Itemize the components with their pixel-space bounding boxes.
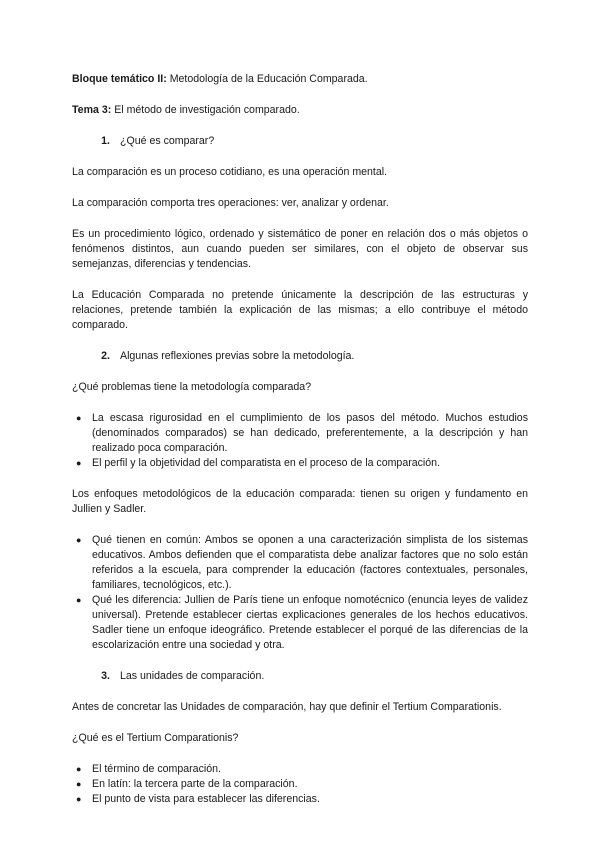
- list-item: [72, 533, 528, 593]
- list-item: [72, 792, 528, 807]
- section-1-heading: [72, 134, 528, 149]
- problems-list: [72, 411, 528, 471]
- paragraph-8: ¿Qué es el Tertium Comparationis?: [72, 732, 239, 744]
- list-item: [72, 777, 528, 792]
- bullet-icon: ●: [76, 413, 82, 423]
- section-3-title: Las unidades de comparación.: [120, 670, 265, 682]
- bullet-icon: ●: [76, 794, 82, 804]
- list-item: [72, 456, 528, 471]
- bullet-icon: ●: [76, 779, 82, 789]
- section-3-number: 3.: [101, 670, 110, 682]
- block-title: Metodología de la Educación Comparada.: [166, 73, 368, 85]
- section-2-heading: [72, 349, 528, 364]
- section-1-title: ¿Qué es comparar?: [120, 135, 215, 147]
- topic-header: [72, 103, 528, 118]
- bullet-icon: ●: [76, 535, 82, 545]
- section-3-heading: [72, 669, 528, 684]
- tertium-list: [72, 762, 528, 807]
- list-item: [72, 411, 528, 456]
- bullet-icon: ●: [76, 595, 82, 605]
- paragraph-7: Antes de concretar las Unidades de comparación, hay que definir el Tertium Comparationis.: [72, 701, 502, 713]
- topic-label: Tema 3:: [72, 104, 112, 116]
- list-item-text: En latín: la tercera parte de la comparación.: [92, 778, 298, 790]
- paragraph-3: Es un procedimiento lógico, ordenado y sistemático de poner en relación dos o más objetos o fenómenos distintos, aun cuando pueden ser similares, con el objeto de observar sus semejanzas, diferencias y tendencias.: [72, 228, 528, 270]
- section-2-number: 2.: [101, 350, 110, 362]
- list-item-text: El perfil y la objetividad del comparatista en el proceso de la comparación.: [92, 457, 441, 469]
- approaches-list: [72, 533, 528, 653]
- list-item-text: El término de comparación.: [92, 763, 221, 775]
- list-item-text: La escasa rigurosidad en el cumplimiento de los pasos del método. Muchos estudios (denominados comparados) se han dedicado, preferentemente, a la descripción y han realizado poca comparación.: [92, 412, 528, 454]
- block-label: Bloque temático II:: [72, 73, 167, 85]
- paragraph-4: La Educación Comparada no pretende únicamente la descripción de las estructuras y relaciones, pretende también la explicación de las mismas; a ello contribuye el método comparado.: [72, 289, 528, 331]
- paragraph-2: La comparación comporta tres operaciones: ver, analizar y ordenar.: [72, 197, 389, 209]
- list-item-text: Qué les diferencia: Jullien de París tiene un enfoque nomotécnico (enuncia leyes de validez universal). Pretende establecer ciertas explicaciones generales de los hechos educativos. Sadler tiene un enfoque ideográfico. Pretende establecer el porqué de las diferencias de la escolarización entre una sociedad y otra.: [92, 594, 528, 651]
- bullet-icon: ●: [76, 458, 82, 468]
- paragraph-1: La comparación es un proceso cotidiano, es una operación mental.: [72, 166, 388, 178]
- section-1-number: 1.: [101, 135, 110, 147]
- bullet-icon: ●: [76, 764, 82, 774]
- paragraph-6: Los enfoques metodológicos de la educación comparada: tienen su origen y fundamento en Jullien y Sadler.: [72, 488, 528, 515]
- list-item-text: Qué tienen en común: Ambos se oponen a una caracterización simplista de los sistemas educativos. Ambos defienden que el comparatista debe analizar factores que no solo están referidos a la escuela, para comprender la educación (factores contextuales, personales, familiares, tecnológicos, etc.).: [92, 534, 528, 591]
- block-header: [72, 72, 528, 87]
- topic-title: El método de investigación comparado.: [111, 104, 300, 116]
- list-item: [72, 762, 528, 777]
- list-item: [72, 593, 528, 653]
- section-2-title: Algunas reflexiones previas sobre la metodología.: [120, 350, 355, 362]
- paragraph-5: ¿Qué problemas tiene la metodología comparada?: [72, 381, 312, 393]
- list-item-text: El punto de vista para establecer las diferencias.: [92, 793, 320, 805]
